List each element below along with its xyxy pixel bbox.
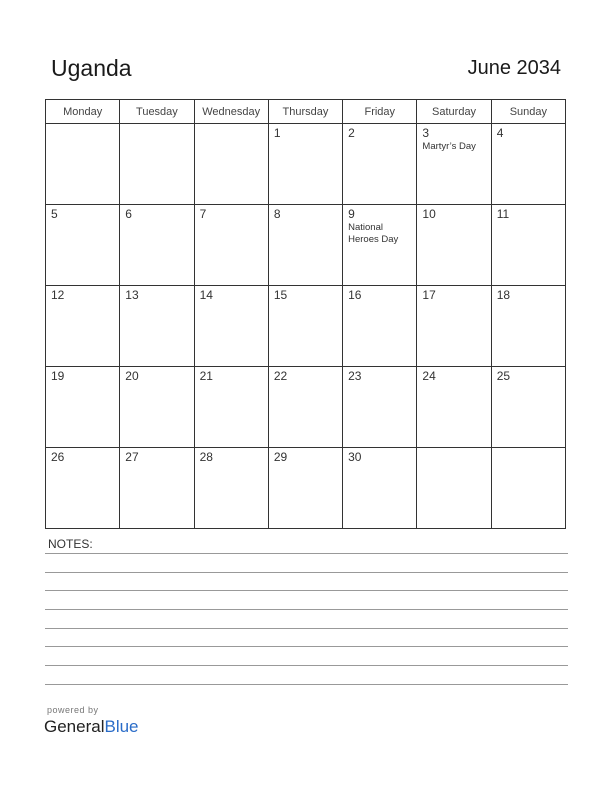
week-row [46, 367, 566, 448]
day-number: 18 [496, 288, 511, 302]
day-number: 28 [199, 450, 213, 464]
calendar-grid [45, 99, 566, 529]
day-number: 24 [422, 369, 436, 383]
note-line [45, 572, 568, 573]
day-cell[interactable] [194, 205, 268, 286]
day-cell[interactable] [491, 367, 565, 448]
weekday-header: Saturday [417, 100, 491, 124]
country-title: Uganda [51, 55, 132, 81]
note-line [45, 646, 568, 647]
day-number: 14 [199, 288, 213, 302]
weekday-header: Monday [46, 100, 120, 124]
day-number: 26 [51, 450, 65, 464]
day-number: 9 [348, 207, 355, 221]
weekday-header: Friday [343, 100, 417, 124]
day-number: 29 [273, 450, 288, 464]
day-number: 2 [348, 126, 355, 140]
day-number: 4 [496, 126, 504, 140]
note-line [45, 553, 568, 554]
note-line [45, 628, 568, 629]
day-number: 8 [273, 207, 281, 221]
day-cell[interactable] [417, 367, 491, 448]
brand-general: General [44, 717, 105, 736]
day-cell[interactable] [120, 205, 194, 286]
note-line [45, 684, 568, 685]
weekday-header: Tuesday [120, 100, 194, 124]
day-cell[interactable] [120, 448, 194, 529]
month-year-title: June 2034 [467, 57, 561, 79]
day-cell[interactable] [343, 286, 417, 367]
weekday-header: Thursday [268, 100, 342, 124]
day-cell[interactable] [417, 124, 491, 205]
day-cell[interactable] [268, 367, 342, 448]
day-cell[interactable] [194, 286, 268, 367]
weekday-header: Wednesday [194, 100, 268, 124]
week-row [46, 124, 566, 205]
day-number: 5 [51, 207, 58, 221]
holiday-label: National Heroes Day [348, 222, 399, 245]
day-number: 15 [273, 288, 288, 302]
day-cell[interactable] [491, 286, 565, 367]
day-cell[interactable] [46, 367, 120, 448]
day-cell[interactable] [46, 286, 120, 367]
weekday-header-row [46, 100, 566, 124]
day-cell[interactable] [343, 367, 417, 448]
day-number: 19 [51, 369, 65, 383]
day-cell[interactable] [343, 448, 417, 529]
weekday-header: Sunday [491, 100, 565, 124]
day-cell[interactable] [194, 124, 268, 205]
day-cell[interactable] [46, 205, 120, 286]
day-cell[interactable] [194, 448, 268, 529]
day-number: 27 [125, 450, 139, 464]
day-cell[interactable] [491, 124, 565, 205]
day-cell[interactable] [268, 205, 342, 286]
week-row [46, 286, 566, 367]
day-cell[interactable] [268, 448, 342, 529]
day-cell[interactable] [46, 124, 120, 205]
day-number: 20 [125, 369, 139, 383]
day-cell[interactable] [417, 448, 491, 529]
day-cell[interactable] [120, 124, 194, 205]
day-number: 13 [125, 288, 139, 302]
day-number: 10 [422, 207, 436, 221]
day-number: 3 [422, 126, 430, 140]
day-cell[interactable] [417, 286, 491, 367]
day-number: 17 [422, 288, 436, 302]
day-cell[interactable] [46, 448, 120, 529]
day-cell[interactable] [268, 124, 342, 205]
week-row [46, 448, 566, 529]
day-cell[interactable] [194, 367, 268, 448]
note-line [45, 609, 568, 610]
notes-label: NOTES: [48, 537, 93, 551]
day-number: 22 [273, 369, 288, 383]
generalblue-logo [44, 717, 139, 737]
powered-by-label: powered by [47, 705, 99, 715]
day-number: 21 [199, 369, 213, 383]
day-cell[interactable] [120, 286, 194, 367]
day-number: 1 [273, 126, 281, 140]
day-number: 11 [496, 207, 510, 221]
day-cell[interactable] [343, 124, 417, 205]
note-line [45, 590, 568, 591]
day-number: 23 [348, 369, 362, 383]
brand-blue: Blue [104, 717, 139, 736]
day-number: 25 [496, 369, 511, 383]
day-cell[interactable] [417, 205, 491, 286]
day-number: 30 [348, 450, 362, 464]
day-cell[interactable] [491, 448, 565, 529]
day-cell[interactable] [491, 205, 565, 286]
day-number: 12 [51, 288, 65, 302]
week-row [46, 205, 566, 286]
note-line [45, 665, 568, 666]
day-cell[interactable] [120, 367, 194, 448]
day-cell[interactable] [343, 205, 417, 286]
day-number: 7 [199, 207, 207, 221]
day-cell[interactable] [268, 286, 342, 367]
day-number: 16 [348, 288, 362, 302]
day-number: 6 [125, 207, 132, 221]
holiday-label: Martyr’s Day [422, 141, 476, 152]
